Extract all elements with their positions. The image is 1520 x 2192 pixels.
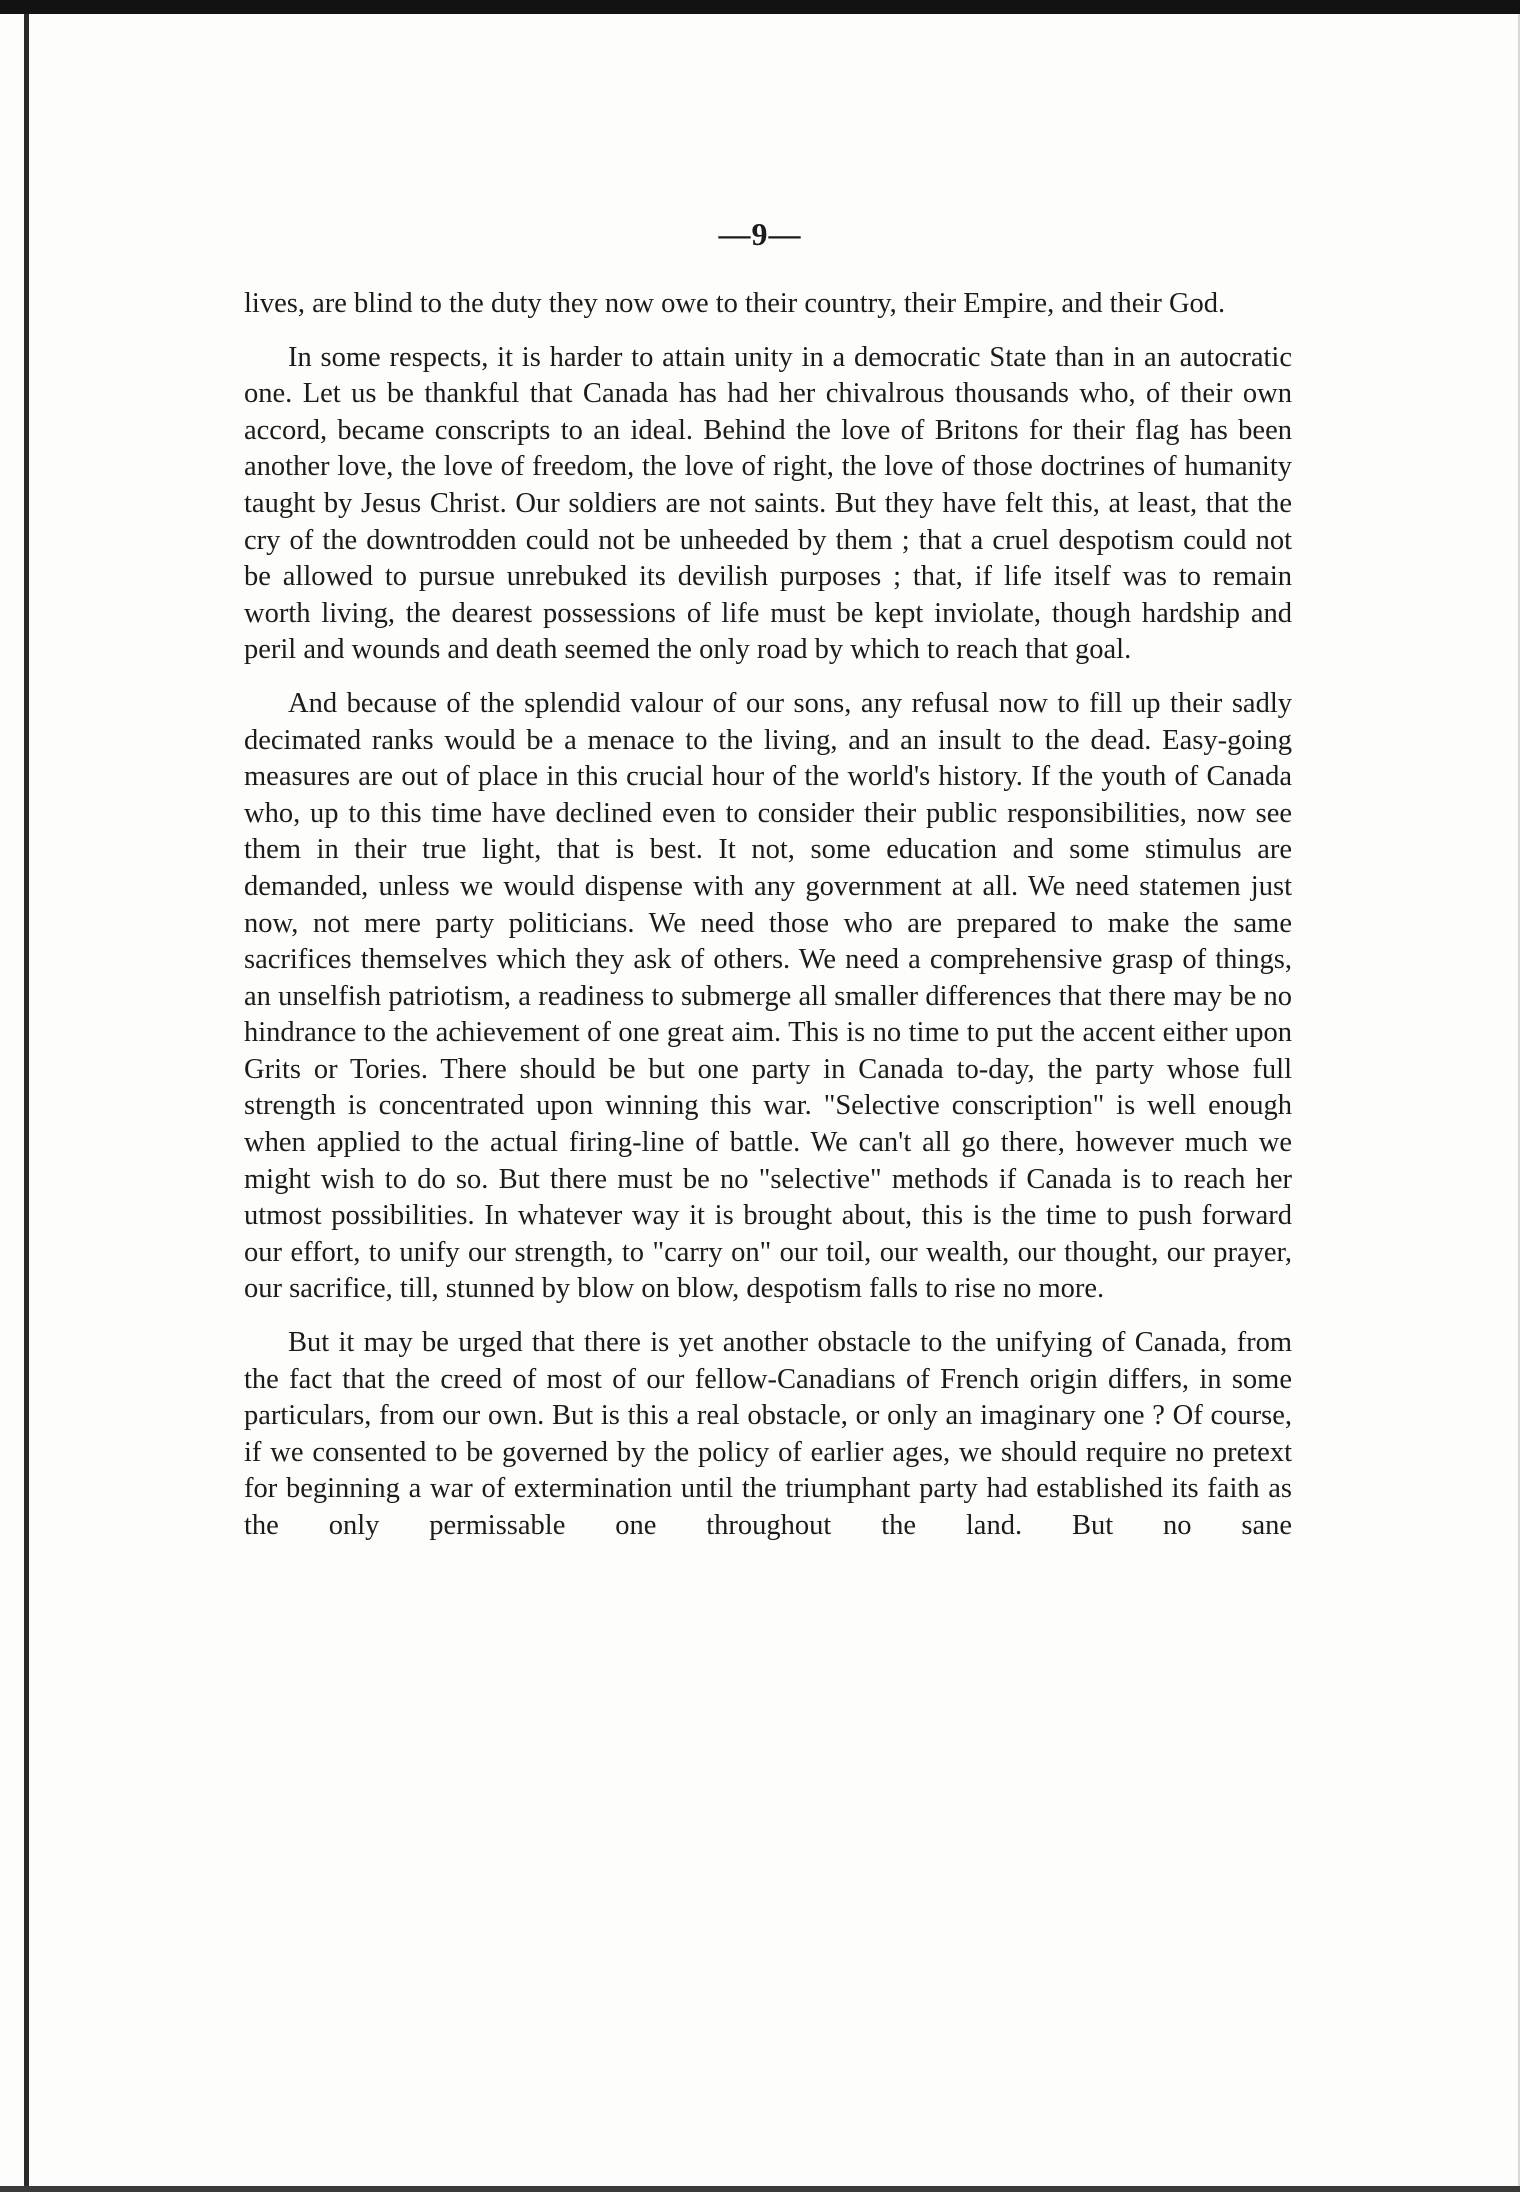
- binding-edge: [24, 14, 29, 2192]
- paragraph: In some respects, it is harder to attain unity in a democratic State than in an autocratic one. Let us be thankful that Canada has had her chivalrous thousands who, of their own accord, became conscripts to an ideal. Behind the love of Britons for their flag has been another love, the love of freedom, the love of right, the love of those doctrines of humanity taught by Jesus Christ. Our soldiers are not saints. But they have felt this, at least, that the cry of the downtrodden could not be unheeded by them ; that a cruel despotism could not be allowed to pursue unrebuked its devilish purposes ; that, if life itself was to remain worth living, the dearest possessions of life must be kept inviolate, though hardship and peril and wounds and death seemed the only road by which to reach that goal.: [244, 341, 1292, 666]
- bottom-scan-edge: [0, 2186, 1520, 2192]
- paragraph-continued: lives, are blind to the duty they now owe to their country, their Empire, and their God.: [244, 288, 1226, 319]
- paragraph: But it may be urged that there is yet another obstacle to the unifying of Canada, from the fact that the creed of most of our fellow-Canadians of French origin differs, in some particulars, from our own. But is this a real obstacle, or only an imaginary one ? Of course, if we consented to be governed by the policy of earlier ages, we should require no pretext for beginning a war of extermination until the triumphant party had established its faith as the only permissable one throughout the land. But no sane: [244, 1327, 1292, 1541]
- top-scan-edge: [0, 0, 1520, 14]
- body-text: [244, 286, 1292, 1545]
- page-number: —9—: [718, 216, 802, 252]
- paragraph: And because of the splendid valour of our sons, any refusal now to fill up their sadly decimated ranks would be a menace to the living, and an insult to the dead. Easy-going measures are out of place in this crucial hour of the world's history. If the youth of Canada who, up to this time have declined even to consider their public responsibilities, now see them in their true light, that is best. It not, some education and some stimulus are demanded, unless we would dispense with any government at all. We need statemen just now, not mere party politicians. We need those who are prepared to make the same sacrifices themselves which they ask of others. We need a comprehensive grasp of things, an unselfish patriotism, a readiness to submerge all smaller differences that there may be no hindrance to the achievement of one great aim. This is no time to put the accent either upon Grits or Tories. There should be but one party in Canada to-day, the party whose full strength is concentrated upon winning this war. "Selective conscription" is well enough when applied to the actual firing-line of battle. We can't all go there, however much we might wish to do so. But there must be no "selective" methods if Canada is to reach her utmost possibilities. In whatever way it is brought about, this is the time to push forward our effort, to unify our strength, to "carry on" our toil, our wealth, our thought, our prayer, our sacrifice, till, stunned by blow on blow, despotism falls to rise no more.: [244, 687, 1292, 1305]
